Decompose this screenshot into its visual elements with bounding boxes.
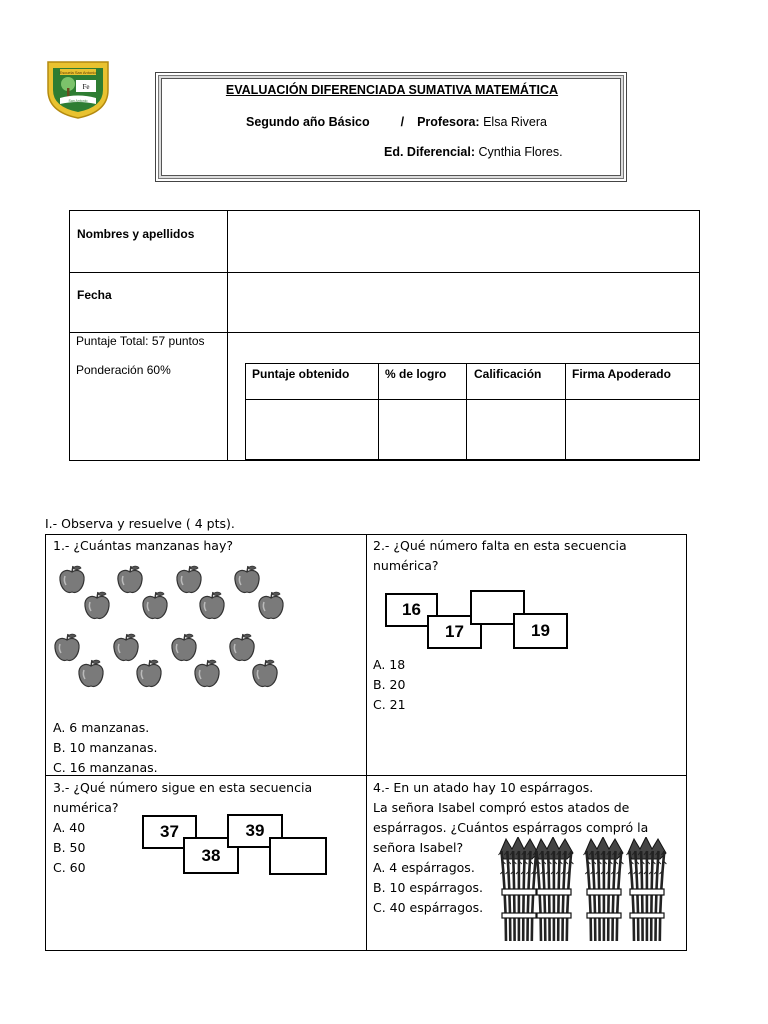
q2-prompt-line2: numérica?	[373, 558, 439, 573]
teacher-name: Elsa Rivera	[483, 115, 547, 129]
apple-icon	[251, 659, 279, 689]
q3-box-3: 39	[227, 814, 283, 848]
q1-option-c: C. 16 manzanas.	[53, 760, 158, 775]
special-ed-line	[384, 145, 563, 159]
apple-icon	[193, 659, 221, 689]
q1-prompt: 1.- ¿Cuántas manzanas hay?	[53, 538, 233, 553]
names-field[interactable]	[228, 211, 700, 272]
col-grade: Calificación	[474, 367, 542, 381]
q1-option-a: A. 6 manzanas.	[53, 720, 150, 735]
student-info-table	[69, 210, 700, 461]
q2-box-1: 16	[385, 593, 438, 627]
q4-option-b: B. 10 espárragos.	[373, 880, 483, 895]
apple-icon	[116, 565, 144, 595]
svg-text:San Antonio: San Antonio	[68, 99, 88, 103]
q3-prompt-line1: 3.- ¿Qué número sigue en esta secuencia	[53, 780, 313, 795]
special-ed-label: Ed. Diferencial:	[384, 145, 475, 159]
q2-prompt-line1: 2.- ¿Qué número falta en esta secuencia	[373, 538, 627, 553]
q3-prompt-line2: numérica?	[53, 800, 119, 815]
q3-option-c: C. 60	[53, 860, 86, 875]
apple-icon	[58, 565, 86, 595]
q3-option-b: B. 50	[53, 840, 86, 855]
col-score-obtained: Puntaje obtenido	[252, 367, 350, 381]
names-label: Nombres y apellidos	[77, 227, 195, 241]
apple-icon	[257, 591, 285, 621]
weighting: Ponderación 60%	[76, 363, 171, 377]
special-ed-name: Cynthia Flores.	[478, 145, 563, 159]
q2-box-4: 19	[513, 613, 568, 649]
apple-icon	[141, 591, 169, 621]
q4-line-4: señora Isabel?	[373, 840, 464, 855]
score-obtained-field[interactable]	[246, 400, 378, 459]
grade-teacher-line	[246, 115, 547, 129]
q3-option-a: A. 40	[53, 820, 86, 835]
q4-option-a: A. 4 espárragos.	[373, 860, 475, 875]
q4-line-2: La señora Isabel compró estos atados de	[373, 800, 630, 815]
asparagus-bundle-icon	[581, 837, 627, 945]
q3-box-missing[interactable]	[269, 837, 327, 875]
q1-option-b: B. 10 manzanas.	[53, 740, 158, 755]
col-guardian-signature: Firma Apoderado	[572, 367, 671, 381]
asparagus-bundle-icon	[624, 837, 670, 945]
date-field[interactable]	[228, 273, 700, 332]
col-achievement: % de logro	[385, 367, 447, 381]
grade-field[interactable]	[467, 400, 565, 459]
teacher-label: Profesora:	[417, 115, 480, 129]
school-logo	[46, 60, 110, 120]
svg-text:Escuela San Antonio: Escuela San Antonio	[59, 70, 97, 75]
q3-box-2: 38	[183, 837, 239, 874]
exam-title: EVALUACIÓN DIFERENCIADA SUMATIVA MATEMÁTICA	[225, 83, 559, 97]
exercise-grid	[45, 534, 687, 951]
q2-option-a: A. 18	[373, 657, 406, 672]
apple-icon	[83, 591, 111, 621]
achievement-field[interactable]	[379, 400, 466, 459]
svg-text:Fe: Fe	[82, 83, 90, 91]
date-label: Fecha	[77, 288, 112, 302]
score-table	[245, 363, 700, 461]
asparagus-bundle-icon	[531, 837, 577, 945]
apple-icon	[77, 659, 105, 689]
header-box	[155, 72, 627, 182]
q2-box-2: 17	[427, 615, 482, 649]
separator: /	[400, 115, 405, 129]
total-score: Puntaje Total: 57 puntos	[76, 334, 205, 348]
q4-line-1: 4.- En un atado hay 10 espárragos.	[373, 780, 594, 795]
apple-icon	[198, 591, 226, 621]
apple-icon	[135, 659, 163, 689]
q4-option-c: C. 40 espárragos.	[373, 900, 484, 915]
q2-option-c: C. 21	[373, 697, 406, 712]
guardian-signature-field[interactable]	[566, 400, 700, 459]
q2-option-b: B. 20	[373, 677, 406, 692]
section-title: I.- Observa y resuelve ( 4 pts).	[45, 516, 235, 531]
grade: Segundo año Básico	[246, 115, 370, 129]
q4-line-3: espárragos. ¿Cuántos espárragos compró la	[373, 820, 649, 835]
q3-box-1: 37	[142, 815, 197, 849]
